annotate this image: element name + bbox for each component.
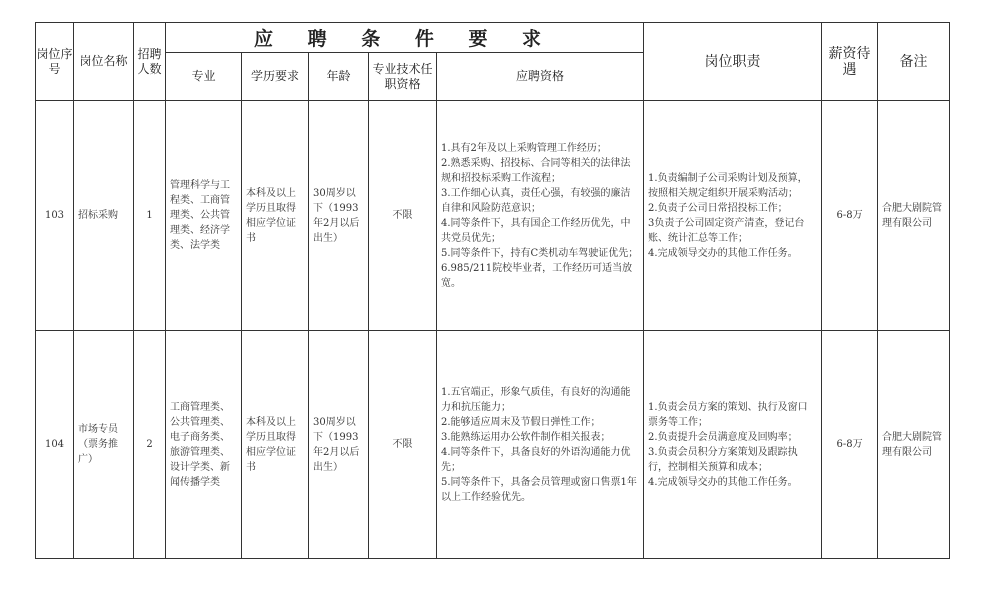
duty-item: 3负责子公司固定资产清查，登记台账、统计汇总等工作； [648, 217, 805, 244]
duty-item: 3.负责会员积分方案策划及跟踪执行，控制相关预算和成本； [648, 446, 798, 473]
row-major: 管理科学与工程类、工商管理类、公共管理类、经济学类、法学类 [166, 101, 242, 331]
qualification-item: 5.同等条件下，具备会员管理或窗口售票1年以上工作经验优先。 [441, 476, 637, 503]
qualification-item: 4.同等条件下，具有国企工作经历优先，中共党员优先； [441, 217, 631, 244]
header-major: 专业 [166, 53, 242, 101]
row-qualifications [437, 101, 644, 331]
row-age: 30周岁以下（1993年2月以后出生） [309, 101, 369, 331]
row-count: 2 [134, 331, 166, 559]
row-qualifications [437, 331, 644, 559]
row-major: 工商管理类、公共管理类、电子商务类、旅游管理类、设计学类、新闻传播学类 [166, 331, 242, 559]
qualification-item: 4.同等条件下，具备良好的外语沟通能力优先； [441, 446, 631, 473]
qualification-item: 3.工作细心认真，责任心强，有较强的廉洁自律和风险防范意识； [441, 187, 631, 214]
header-education: 学历要求 [242, 53, 309, 101]
row-salary: 6-8万 [822, 101, 878, 331]
row-seq: 103 [36, 101, 74, 331]
qualification-item: 1.具有2年及以上采购管理工作经历； [441, 142, 607, 154]
row-age: 30周岁以下（1993年2月以后出生） [309, 331, 369, 559]
row-duties [644, 331, 822, 559]
row-education: 本科及以上学历且取得相应学位证书 [242, 331, 309, 559]
duty-list [648, 400, 817, 490]
header-salary: 薪资待遇 [822, 23, 878, 101]
qualification-item: 2.能够适应周末及节假日弹性工作； [441, 416, 601, 428]
row-salary: 6-8万 [822, 331, 878, 559]
row-name: 市场专员（票务推广） [74, 331, 134, 559]
header-row-1 [36, 23, 950, 53]
row-duties [644, 101, 822, 331]
row-education: 本科及以上学历且取得相应学位证书 [242, 101, 309, 331]
qualification-list [441, 385, 639, 505]
row-remarks: 合肥大剧院管理有限公司 [878, 331, 950, 559]
header-count: 招聘人数 [134, 23, 166, 101]
header-qualification: 应聘资格 [437, 53, 644, 101]
header-remarks: 备注 [878, 23, 950, 101]
row-tech: 不限 [369, 101, 437, 331]
header-name: 岗位名称 [74, 23, 134, 101]
qualification-item: 3.能熟练运用办公软件制作相关报表； [441, 431, 611, 443]
header-age: 年龄 [309, 53, 369, 101]
header-conditions-title: 应 聘 条 件 要 求 [166, 23, 644, 53]
row-name: 招标采购 [74, 101, 134, 331]
table-row [36, 331, 950, 559]
duty-list [648, 171, 817, 261]
row-seq: 104 [36, 331, 74, 559]
duty-item: 1.负责会员方案的策划、执行及窗口票务等工作； [648, 401, 808, 428]
qualification-item: 2.熟悉采购、招投标、合同等相关的法律法规和招投标采购工作流程； [441, 157, 631, 184]
duty-item: 4.完成领导交办的其他工作任务。 [648, 476, 798, 488]
table-row [36, 101, 950, 331]
header-seq: 岗位序号 [36, 23, 74, 101]
header-duties: 岗位职责 [644, 23, 822, 101]
qualification-list [441, 141, 639, 291]
duty-item: 1.负责编制子公司采购计划及预算，按照相关规定组织开展采购活动； [648, 172, 808, 199]
duty-item: 4.完成领导交办的其他工作任务。 [648, 247, 798, 259]
recruitment-table [35, 22, 950, 559]
row-tech: 不限 [369, 331, 437, 559]
header-tech: 专业技术任职资格 [369, 53, 437, 101]
qualification-item: 6.985/211院校毕业者，工作经历可适当放宽。 [441, 262, 633, 289]
row-count: 1 [134, 101, 166, 331]
duty-item: 2.负责子公司日常招投标工作； [648, 202, 788, 214]
row-remarks: 合肥大剧院管理有限公司 [878, 101, 950, 331]
qualification-item: 5.同等条件下，持有C类机动车驾驶证优先； [441, 247, 639, 259]
duty-item: 2.负责提升会员满意度及回购率； [648, 431, 798, 443]
qualification-item: 1.五官端正，形象气质佳，有良好的沟通能力和抗压能力； [441, 386, 631, 413]
